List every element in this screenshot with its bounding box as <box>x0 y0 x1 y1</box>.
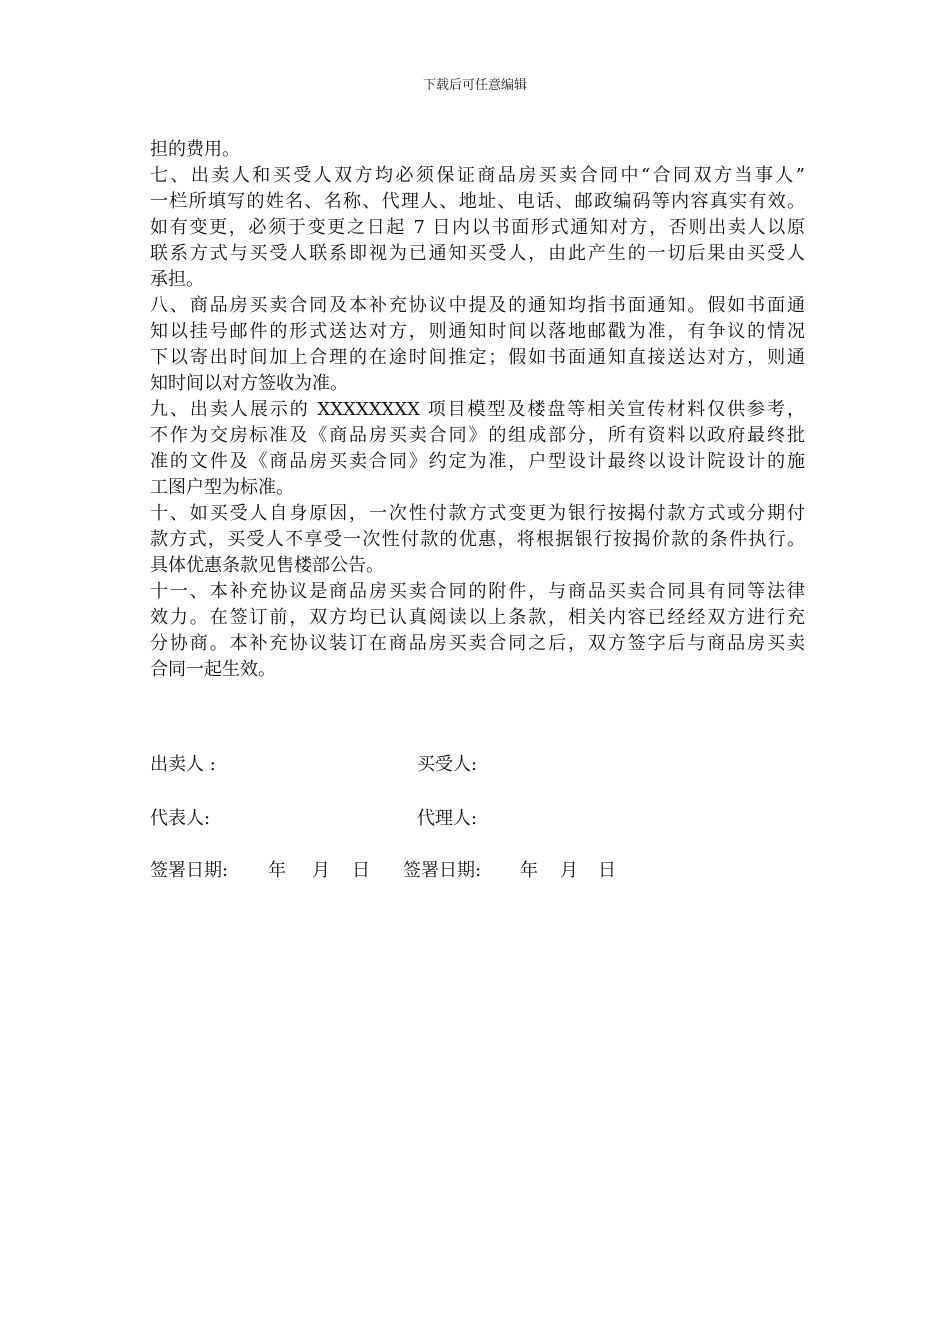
body-line: 知以挂号邮件的形式送达对方，则通知时间以落地邮戳为准，有争议的情况 <box>150 321 805 342</box>
buyer-date-day: 日 <box>598 860 616 881</box>
seller-date-day: 日 <box>352 860 370 881</box>
seller-date-label: 签署日期: <box>150 860 229 881</box>
body-line: 不作为交房标准及《商品房买卖合同》的组成部分，所有资料以政府最终批 <box>150 425 805 446</box>
signature-row-dates <box>150 858 670 884</box>
body-line: 一栏所填写的姓名、名称、代理人、地址、电话、邮政编码等内容真实有效。 <box>150 191 805 212</box>
body-line: 款方式，买受人不享受一次性付款的优惠，将根据银行按揭价款的条件执行。 <box>150 529 805 550</box>
body-line: 承担。 <box>150 269 204 290</box>
body-line: 知时间以对方签收为准。 <box>150 373 348 394</box>
body-line: 准的文件及《商品房买卖合同》约定为准，户型设计最终以设计院设计的施 <box>150 451 805 472</box>
body-line: 担的费用。 <box>150 139 240 160</box>
signature-row-agents <box>150 806 670 832</box>
body-line: 十、如买受人自身原因，一次性付款方式变更为银行按揭付款方式或分期付 <box>150 503 805 524</box>
buyer-date-year: 年 <box>520 860 538 881</box>
body-line: 工图户型为标准。 <box>150 477 294 498</box>
body-line: 八、商品房买卖合同及本补充协议中提及的通知均指书面通知。假如书面通 <box>150 295 805 316</box>
contract-body <box>150 137 805 683</box>
buyer-date-label: 签署日期: <box>403 860 482 881</box>
body-line: 效力。在签订前，双方均已认真阅读以上条款，相关内容已经经双方进行充 <box>150 607 805 628</box>
body-line: 合同一起生效。 <box>150 659 276 680</box>
body-line: 七、出卖人和买受人双方均必须保证商品房买卖合同中“合同双方当事人” <box>150 165 805 186</box>
representative-label: 代表人: <box>150 808 211 829</box>
signature-block <box>150 752 670 884</box>
body-line: 分协商。本补充协议装订在商品房买卖合同之后，双方签字后与商品房买卖 <box>150 633 805 654</box>
body-line: 联系方式与买受人联系即视为已通知买受人，由此产生的一切后果由买受人 <box>150 243 805 264</box>
seller-date-month: 月 <box>312 860 330 881</box>
body-line: 下以寄出时间加上合理的在途时间推定；假如书面通知直接送达对方，则通 <box>150 347 805 368</box>
signature-row-parties <box>150 752 670 778</box>
body-line: 如有变更，必须于变更之日起 7 日内以书面形式通知对方，否则出卖人以原 <box>150 217 805 238</box>
seller-date-year: 年 <box>268 860 286 881</box>
seller-label: 出卖人 : <box>150 754 216 775</box>
agent-label: 代理人: <box>417 808 478 829</box>
page-header: 下载后可任意编辑 <box>422 78 527 93</box>
buyer-date-month: 月 <box>560 860 578 881</box>
buyer-label: 买受人: <box>417 754 478 775</box>
body-line: 具体优惠条款见售楼部公告。 <box>150 555 384 576</box>
body-line: 十一、本补充协议是商品房买卖合同的附件，与商品买卖合同具有同等法律 <box>150 581 805 602</box>
body-line: 九、出卖人展示的 XXXXXXXX 项目模型及楼盘等相关宣传材料仅供参考， <box>150 399 805 420</box>
